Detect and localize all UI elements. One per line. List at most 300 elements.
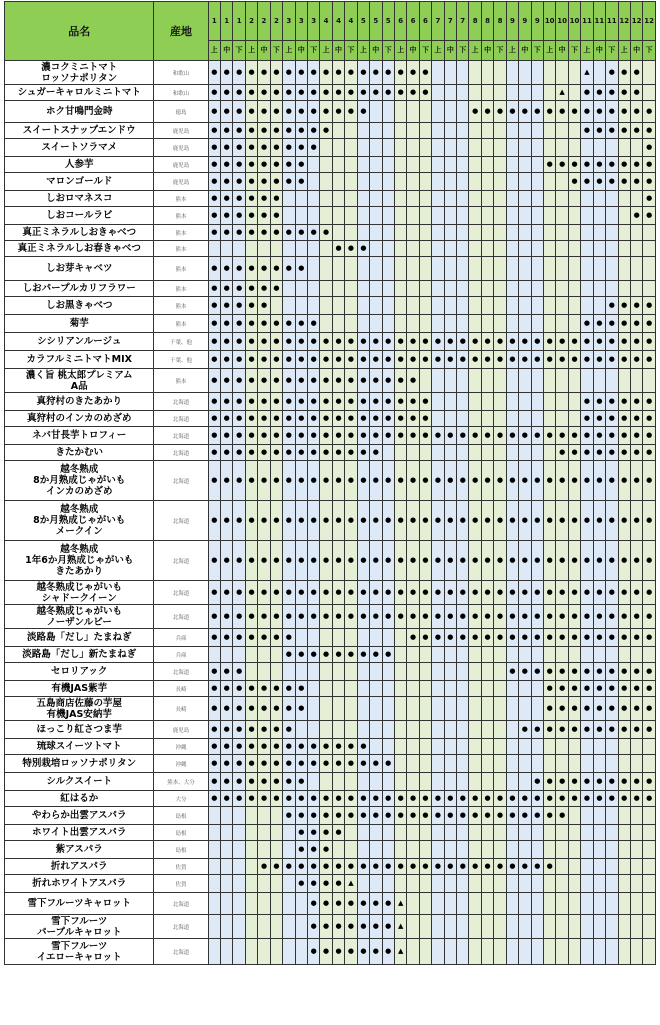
empty-cell (630, 875, 642, 893)
empty-cell (345, 281, 357, 297)
empty-cell (233, 939, 245, 965)
available-dot: ● (593, 605, 605, 629)
empty-cell (618, 369, 630, 393)
available-dot: ● (643, 191, 656, 207)
available-dot: ● (258, 605, 270, 629)
empty-cell (543, 825, 555, 841)
month-header: 9 (519, 2, 531, 41)
available-dot: ● (506, 541, 518, 581)
available-dot: ● (370, 411, 382, 427)
empty-cell (370, 315, 382, 333)
empty-cell (345, 681, 357, 697)
period-header: 中 (556, 40, 568, 60)
available-dot: ● (258, 315, 270, 333)
empty-cell (581, 191, 593, 207)
empty-cell (382, 139, 394, 157)
available-dot: ● (506, 501, 518, 541)
empty-cell (481, 191, 493, 207)
empty-cell (556, 281, 568, 297)
available-dot: ● (258, 859, 270, 875)
available-dot: ● (444, 501, 456, 541)
empty-cell (556, 755, 568, 773)
empty-cell (419, 157, 431, 173)
empty-cell (457, 139, 469, 157)
available-dot: ● (593, 461, 605, 501)
empty-cell (469, 139, 481, 157)
available-dot: ● (283, 807, 295, 825)
empty-cell (407, 893, 419, 915)
month-header: 11 (593, 2, 605, 41)
empty-cell (643, 915, 656, 939)
empty-cell (606, 241, 618, 257)
available-dot: ● (270, 859, 282, 875)
empty-cell (370, 257, 382, 281)
available-dot: ● (208, 541, 220, 581)
available-dot: ● (481, 501, 493, 541)
empty-cell (469, 915, 481, 939)
available-dot: ● (593, 773, 605, 791)
available-dot: ● (581, 605, 593, 629)
product-origin: 鹿児島 (154, 123, 208, 139)
available-dot: ● (307, 393, 319, 411)
empty-cell (394, 697, 406, 721)
available-dot: ● (233, 411, 245, 427)
empty-cell (357, 207, 369, 225)
available-dot: ● (233, 61, 245, 85)
available-dot: ● (221, 173, 233, 191)
available-dot: ● (295, 411, 307, 427)
empty-cell (457, 157, 469, 173)
empty-cell (494, 893, 506, 915)
empty-cell (221, 939, 233, 965)
available-dot: ● (531, 721, 543, 739)
period-header: 下 (568, 40, 580, 60)
empty-cell (444, 825, 456, 841)
product-origin: 佐賀 (154, 859, 208, 875)
empty-cell (543, 445, 555, 461)
empty-cell (593, 281, 605, 297)
available-dot: ● (370, 791, 382, 807)
empty-cell (519, 681, 531, 697)
available-dot: ● (606, 629, 618, 647)
available-dot: ● (568, 721, 580, 739)
month-header: 9 (531, 2, 543, 41)
available-dot: ● (221, 297, 233, 315)
available-dot: ● (556, 791, 568, 807)
empty-cell (568, 893, 580, 915)
empty-cell (469, 241, 481, 257)
empty-cell (444, 893, 456, 915)
empty-cell (208, 859, 220, 875)
month-header: 6 (394, 2, 406, 41)
product-row (5, 773, 656, 791)
available-dot: ● (295, 825, 307, 841)
empty-cell (357, 875, 369, 893)
available-dot: ● (618, 61, 630, 85)
empty-cell (494, 663, 506, 681)
available-dot: ● (245, 739, 257, 755)
available-dot: ● (643, 173, 656, 191)
empty-cell (593, 225, 605, 241)
empty-cell (233, 241, 245, 257)
available-dot: ● (469, 629, 481, 647)
empty-cell (432, 739, 444, 755)
available-dot: ● (593, 581, 605, 605)
empty-cell (320, 281, 332, 297)
empty-cell (568, 739, 580, 755)
product-origin: 長崎 (154, 681, 208, 697)
product-origin: 熊本 (154, 315, 208, 333)
empty-cell (457, 773, 469, 791)
product-row (5, 755, 656, 773)
available-dot: ● (320, 411, 332, 427)
empty-cell (419, 825, 431, 841)
empty-cell (556, 173, 568, 191)
empty-cell (419, 241, 431, 257)
available-dot: ● (208, 773, 220, 791)
empty-cell (345, 225, 357, 241)
product-name: 越冬熟成じゃがいも ノーザンルビー (5, 605, 154, 629)
empty-cell (568, 875, 580, 893)
available-dot: ● (332, 791, 344, 807)
product-name: シシリアンルージュ (5, 333, 154, 351)
empty-cell (593, 893, 605, 915)
empty-cell (245, 647, 257, 663)
month-header: 11 (581, 2, 593, 41)
period-header: 下 (345, 40, 357, 60)
product-origin: 島根 (154, 841, 208, 859)
available-dot: ● (606, 101, 618, 123)
empty-cell (469, 739, 481, 755)
empty-cell (295, 629, 307, 647)
empty-cell (606, 807, 618, 825)
empty-cell (506, 315, 518, 333)
available-dot: ● (320, 85, 332, 101)
available-dot: ● (245, 369, 257, 393)
available-dot: ● (444, 807, 456, 825)
month-header: 2 (270, 2, 282, 41)
available-dot: ● (593, 427, 605, 445)
empty-cell (382, 101, 394, 123)
empty-cell (593, 841, 605, 859)
available-dot: ● (357, 915, 369, 939)
available-dot: ● (332, 739, 344, 755)
product-origin: 大分 (154, 791, 208, 807)
available-dot: ● (382, 411, 394, 427)
available-dot: ● (630, 61, 642, 85)
empty-cell (457, 85, 469, 101)
empty-cell (606, 191, 618, 207)
empty-cell (345, 721, 357, 739)
empty-cell (618, 257, 630, 281)
product-row (5, 721, 656, 739)
product-row (5, 85, 656, 101)
empty-cell (556, 915, 568, 939)
period-header: 中 (593, 40, 605, 60)
available-dot: ● (258, 61, 270, 85)
empty-cell (494, 225, 506, 241)
empty-cell (283, 207, 295, 225)
available-dot: ● (494, 791, 506, 807)
available-dot: ● (208, 315, 220, 333)
available-dot: ● (208, 225, 220, 241)
empty-cell (481, 739, 493, 755)
available-dot: ● (606, 501, 618, 541)
available-dot: ● (444, 629, 456, 647)
available-dot: ● (245, 501, 257, 541)
available-dot: ● (270, 605, 282, 629)
available-dot: ● (307, 315, 319, 333)
available-dot: ● (643, 697, 656, 721)
available-dot: ● (283, 393, 295, 411)
empty-cell (643, 875, 656, 893)
available-dot: ● (444, 605, 456, 629)
empty-cell (320, 681, 332, 697)
available-dot: ● (221, 411, 233, 427)
product-origin: 鹿児島 (154, 139, 208, 157)
empty-cell (643, 841, 656, 859)
available-dot: ● (208, 207, 220, 225)
empty-cell (444, 139, 456, 157)
empty-cell (506, 85, 518, 101)
empty-cell (593, 257, 605, 281)
empty-cell (531, 411, 543, 427)
available-dot: ● (568, 681, 580, 697)
available-dot: ● (332, 61, 344, 85)
empty-cell (568, 297, 580, 315)
available-dot: ● (543, 681, 555, 697)
available-dot: ● (382, 915, 394, 939)
empty-cell (357, 663, 369, 681)
empty-cell (332, 629, 344, 647)
empty-cell (481, 755, 493, 773)
empty-cell (469, 123, 481, 139)
available-dot: ● (221, 333, 233, 351)
empty-cell (481, 773, 493, 791)
available-dot: ● (283, 629, 295, 647)
available-dot: ● (618, 173, 630, 191)
available-dot: ● (283, 859, 295, 875)
empty-cell (444, 207, 456, 225)
empty-cell (519, 241, 531, 257)
product-name: 雪下フルーツ イエローキャロット (5, 939, 154, 965)
empty-cell (618, 191, 630, 207)
empty-cell (320, 173, 332, 191)
available-dot: ● (283, 85, 295, 101)
available-dot: ● (407, 61, 419, 85)
empty-cell (208, 841, 220, 859)
product-name: スイートスナップエンドウ (5, 123, 154, 139)
available-dot: ● (245, 191, 257, 207)
available-dot: ● (233, 445, 245, 461)
product-name: 人参芋 (5, 157, 154, 173)
empty-cell (531, 739, 543, 755)
empty-cell (258, 825, 270, 841)
available-dot: ● (543, 581, 555, 605)
empty-cell (568, 825, 580, 841)
empty-cell (506, 647, 518, 663)
available-dot: ● (457, 427, 469, 445)
available-dot: ● (307, 939, 319, 965)
empty-cell (581, 139, 593, 157)
available-dot: ● (233, 605, 245, 629)
available-dot: ● (543, 605, 555, 629)
empty-cell (457, 875, 469, 893)
empty-cell (295, 191, 307, 207)
empty-cell (543, 939, 555, 965)
empty-cell (531, 85, 543, 101)
empty-cell (630, 755, 642, 773)
period-header: 中 (630, 40, 642, 60)
available-dot: ● (643, 791, 656, 807)
available-dot: ● (630, 663, 642, 681)
available-dot: ● (432, 541, 444, 581)
empty-cell (457, 739, 469, 755)
available-dot: ● (258, 85, 270, 101)
available-dot: ● (270, 427, 282, 445)
product-origin: 北海道 (154, 581, 208, 605)
empty-cell (432, 697, 444, 721)
available-dot: ● (606, 411, 618, 427)
empty-cell (221, 241, 233, 257)
available-dot: ● (432, 501, 444, 541)
available-dot: ● (593, 501, 605, 541)
empty-cell (394, 445, 406, 461)
empty-cell (332, 773, 344, 791)
empty-cell (370, 697, 382, 721)
product-origin: 北海道 (154, 541, 208, 581)
available-dot: ● (233, 281, 245, 297)
available-dot: ● (494, 629, 506, 647)
available-dot: ● (332, 393, 344, 411)
available-dot: ● (568, 629, 580, 647)
empty-cell (221, 807, 233, 825)
product-origin: 佐賀 (154, 875, 208, 893)
product-name: 紅はるか (5, 791, 154, 807)
available-dot: ● (593, 101, 605, 123)
empty-cell (233, 825, 245, 841)
empty-cell (332, 257, 344, 281)
empty-cell (270, 939, 282, 965)
available-dot: ● (618, 663, 630, 681)
empty-cell (593, 369, 605, 393)
available-dot: ● (382, 427, 394, 445)
product-row (5, 315, 656, 333)
product-name: シュガーキャロルミニトマト (5, 85, 154, 101)
empty-cell (307, 157, 319, 173)
available-dot: ● (543, 101, 555, 123)
empty-cell (432, 825, 444, 841)
period-header: 中 (519, 40, 531, 60)
available-dot: ● (283, 369, 295, 393)
empty-cell (606, 257, 618, 281)
empty-cell (245, 893, 257, 915)
available-dot: ● (233, 257, 245, 281)
empty-cell (593, 825, 605, 841)
empty-cell (407, 739, 419, 755)
available-dot: ● (606, 427, 618, 445)
product-row (5, 939, 656, 965)
empty-cell (245, 663, 257, 681)
empty-cell (407, 157, 419, 173)
available-dot: ● (581, 663, 593, 681)
available-dot: ● (332, 333, 344, 351)
empty-cell (407, 939, 419, 965)
product-row (5, 393, 656, 411)
product-origin: 北海道 (154, 501, 208, 541)
available-dot: ● (320, 647, 332, 663)
empty-cell (345, 123, 357, 139)
period-header: 中 (295, 40, 307, 60)
empty-cell (307, 257, 319, 281)
empty-cell (258, 647, 270, 663)
empty-cell (394, 681, 406, 697)
empty-cell (357, 841, 369, 859)
empty-cell (506, 257, 518, 281)
available-dot: ● (630, 773, 642, 791)
empty-cell (531, 61, 543, 85)
available-dot: ● (506, 427, 518, 445)
product-origin: 沖縄 (154, 755, 208, 773)
empty-cell (283, 939, 295, 965)
available-dot: ● (245, 101, 257, 123)
available-dot: ● (593, 721, 605, 739)
available-dot: ● (233, 663, 245, 681)
empty-cell (469, 939, 481, 965)
empty-cell (643, 225, 656, 241)
available-dot: ● (357, 461, 369, 501)
empty-cell (618, 893, 630, 915)
available-dot: ● (593, 351, 605, 369)
available-dot: ● (221, 123, 233, 139)
available-dot: ● (606, 333, 618, 351)
available-dot: ● (481, 807, 493, 825)
empty-cell (494, 207, 506, 225)
available-dot: ● (332, 411, 344, 427)
empty-cell (295, 915, 307, 939)
empty-cell (618, 915, 630, 939)
available-dot: ● (307, 351, 319, 369)
available-dot: ● (345, 939, 357, 965)
available-dot: ● (543, 461, 555, 501)
available-dot: ● (320, 825, 332, 841)
available-dot: ● (568, 351, 580, 369)
empty-cell (394, 207, 406, 225)
available-dot: ● (581, 773, 593, 791)
month-header: 10 (568, 2, 580, 41)
empty-cell (407, 647, 419, 663)
product-row (5, 207, 656, 225)
period-header: 下 (643, 40, 656, 60)
empty-cell (332, 841, 344, 859)
available-dot: ● (581, 315, 593, 333)
available-dot: ● (357, 541, 369, 581)
product-origin: 北海道 (154, 445, 208, 461)
available-dot: ● (593, 411, 605, 427)
available-dot: ● (258, 755, 270, 773)
empty-cell (457, 207, 469, 225)
available-dot: ● (307, 139, 319, 157)
empty-cell (556, 875, 568, 893)
product-name: 越冬熟成 1年6か月熟成じゃがいも きたあかり (5, 541, 154, 581)
available-dot: ● (618, 791, 630, 807)
available-dot: ● (233, 501, 245, 541)
empty-cell (407, 663, 419, 681)
available-dot: ● (270, 157, 282, 173)
empty-cell (581, 875, 593, 893)
empty-cell (357, 191, 369, 207)
available-dot: ● (643, 629, 656, 647)
